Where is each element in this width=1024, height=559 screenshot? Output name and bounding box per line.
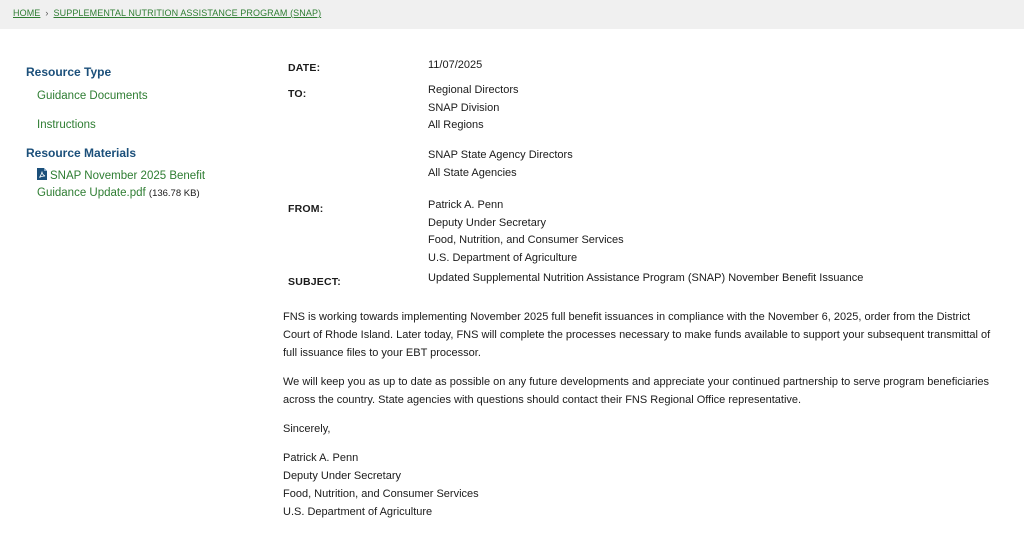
subject-label: SUBJECT: bbox=[288, 276, 341, 288]
to-recipients-group-1 bbox=[428, 82, 518, 135]
to-line: SNAP State Agency Directors bbox=[428, 149, 573, 161]
resource-type-heading: Resource Type bbox=[26, 65, 112, 79]
letter-paragraph-1 bbox=[283, 308, 995, 362]
signature-line: U.S. Department of Agriculture bbox=[283, 506, 433, 518]
breadcrumb bbox=[13, 8, 321, 18]
resource-materials-heading: Resource Materials bbox=[26, 146, 137, 160]
from-line: U.S. Department of Agriculture bbox=[428, 251, 578, 264]
signature-line: Deputy Under Secretary bbox=[283, 470, 401, 482]
signature-line: Patrick A. Penn bbox=[283, 452, 359, 464]
to-line: Regional Directors bbox=[428, 84, 519, 96]
from-sender bbox=[428, 197, 624, 267]
instructions-link[interactable]: Instructions bbox=[37, 119, 96, 131]
letter-paragraph-2 bbox=[283, 373, 995, 409]
date-label: DATE: bbox=[288, 62, 321, 74]
guidance-documents-link[interactable]: Guidance Documents bbox=[37, 90, 148, 102]
subject-value: Updated Supplemental Nutrition Assistance Program (SNAP) November Benefit Issuance bbox=[428, 272, 864, 284]
pdf-file-size: (136.78 KB) bbox=[148, 188, 200, 199]
to-label: TO: bbox=[288, 88, 307, 100]
to-line: SNAP Division bbox=[428, 101, 500, 114]
paragraph-text: FNS is working towards implementing November 2025 full benefit issuances in compliance with the November 6, 2025, order from the District Court of Rhode Island. Later today, FNS will complete the processes necessary to make funds available to support your subsequent transmittal of full issuance files to your EBT processor. bbox=[283, 311, 991, 359]
pdf-file-icon bbox=[37, 168, 47, 180]
letter-signature bbox=[283, 449, 995, 521]
from-line: Food, Nutrition, and Consumer Services bbox=[428, 234, 624, 246]
from-label: FROM: bbox=[288, 203, 324, 215]
breadcrumb-home-link[interactable]: HOME bbox=[13, 8, 41, 18]
to-line: All Regions bbox=[428, 119, 484, 131]
letter-closing: Sincerely, bbox=[283, 423, 331, 435]
from-line: Patrick A. Penn bbox=[428, 199, 504, 211]
paragraph-text: We will keep you as up to date as possible on any future developments and appreciate your continued partnership to serve program beneficiaries across the country. State agencies with questions should contact their FNS Regional Office representative. bbox=[283, 376, 990, 406]
sidebar bbox=[26, 64, 256, 202]
from-line: Deputy Under Secretary bbox=[428, 216, 546, 229]
breadcrumb-snap-link[interactable]: SUPPLEMENTAL NUTRITION ASSISTANCE PROGRAM (SNAP) bbox=[53, 8, 322, 18]
breadcrumb-separator-icon: › bbox=[45, 8, 49, 18]
to-line: All State Agencies bbox=[428, 166, 517, 179]
pdf-download-link[interactable] bbox=[37, 168, 256, 202]
pdf-filename-line1: SNAP November 2025 Benefit bbox=[50, 170, 206, 182]
to-recipients-group-2 bbox=[428, 147, 573, 182]
date-value: 11/07/2025 bbox=[428, 59, 483, 71]
breadcrumb-bar bbox=[0, 0, 1024, 29]
signature-line: Food, Nutrition, and Consumer Services bbox=[283, 488, 479, 500]
pdf-filename-line2: Guidance Update.pdf bbox=[37, 187, 146, 199]
